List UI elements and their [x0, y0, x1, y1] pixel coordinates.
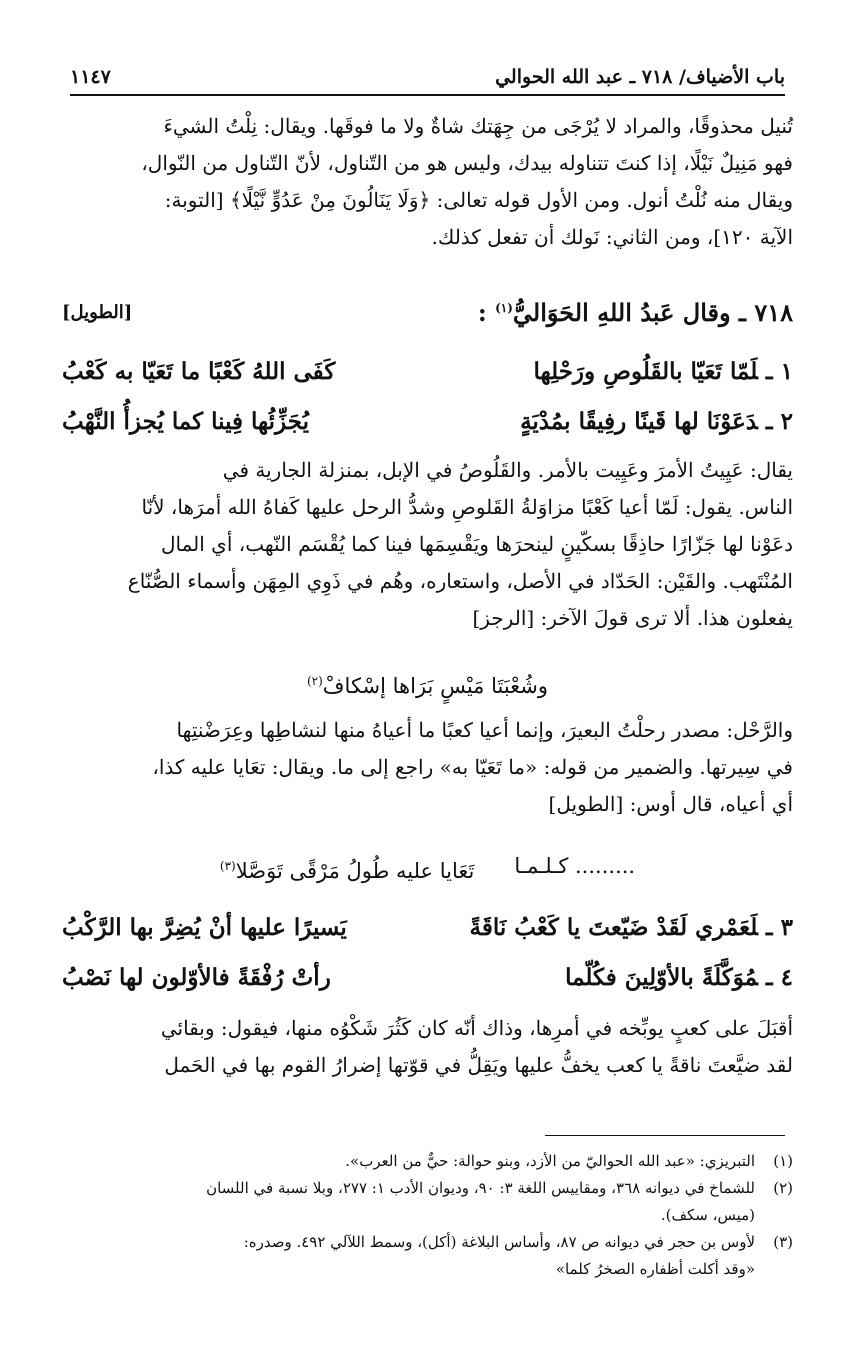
poem-heading	[62, 290, 793, 334]
text-line: المُنْتَهب. والقَيْن: الحَدّاد في الأصل، واستعاره، وهُم في ذَوِي المِهَن وأسماء الصُّنّاع	[127, 569, 793, 593]
text-line: ويقال منه نُلْتُ أنول. ومن الأول قوله تعالى: ﴿وَلَا يَنَالُونَ مِنْ عَدُوٍّ نَّيْلًا﴾ [التوبة:	[164, 188, 793, 212]
text-line: لقد ضيَّعتَ ناقةً يا كعب يخفُّ عليها ويَقِلُّ في قوّتها إضرارُ القوم بها في الحَمل	[164, 1053, 793, 1077]
quoted-verse-text: وشُعْبَتَا مَيْسٍ بَرَاها إسْكافْ	[322, 674, 549, 698]
poem-title-text: ٧١٨ ـ وقال عَبدُ اللهِ الحَوَاليُّ	[512, 297, 793, 327]
verse-line	[62, 346, 793, 396]
verse-second-hemistich: يُجَزِّئُها فِينا كما يُجزأُ النَّهْبُ	[62, 407, 309, 435]
intro-paragraph	[62, 108, 793, 256]
verse-number: ٢ ـ	[765, 407, 793, 435]
verse-second-hemistich: يَسيرًا عليها أنْ يُضِرَّ بها الرَّكْبُ	[62, 913, 347, 941]
footnote-number: (١)	[773, 1152, 793, 1170]
quoted-verse	[62, 845, 793, 887]
quoted-verse	[62, 660, 793, 702]
verse-number: ٤ ـ	[765, 963, 793, 991]
footnote-number: (٣)	[773, 1233, 793, 1251]
text-line: الناس. يقول: لَمّا أعيا كَعْبًا مزاوَلةُ القَلوصِ وشدُّ الرحل عليها كَفاهُ الله أمرَها، لأنّا	[141, 495, 793, 519]
footnote-continuation: «وقد أكلت أظفاره الصخرُ كلما»	[555, 1260, 755, 1278]
verse-line	[62, 396, 793, 446]
text-line: في سِيرتها. والضمير من قوله: «ما تَعَيّا به» راجع إلى ما. ويقال: تعَايا عليه كذا،	[152, 755, 793, 779]
commentary-paragraph	[62, 1010, 793, 1084]
verse-second-hemistich: رأتْ رُفْقَةً فالأوّلون لها نَصْبُ	[62, 963, 331, 991]
text-line: أي أعياه، قال أوس: [الطويل]	[548, 792, 793, 816]
poem-title-colon: :	[477, 297, 487, 327]
footnote	[62, 1175, 793, 1202]
commentary-paragraph	[62, 452, 793, 637]
running-header	[70, 58, 785, 88]
verses-group-b	[62, 902, 793, 1002]
header-title: باب الأضياف/ ٧١٨ ـ عبد الله الحوالي	[495, 66, 785, 88]
verse-line	[62, 952, 793, 1002]
footnote-text: لأوس بن حجر في ديوانه ص ٨٧، وأساس البلاغة (أكل)، وسمط اللآلي ٤٩٢. وصدره:	[243, 1233, 755, 1251]
quoted-verse-first: ......... كـلـمـا	[514, 854, 636, 878]
footnote	[62, 1148, 793, 1175]
verse-number: ٣ ـ	[765, 913, 793, 941]
footnote-continuation: (ميس، سكف).	[660, 1206, 755, 1224]
verse-line	[62, 902, 793, 952]
text-line: يقال: عَيِيتُ الأمرَ وعَيِيت بالأمر. والقَلُوصُ في الإبل، بمنزلة الجارية في	[222, 458, 793, 482]
quoted-verse-second: تَعَايا عليه طُولُ مَرْقًى تَوَصَّلا	[235, 859, 475, 883]
text-line: دعَوْنا لها جَزّارًا حاذِقًا بسكّينٍ لينحرَها ويَقْسِمَها فينا كما يُقْسَم النّهب، أي المال	[160, 532, 793, 556]
verse-first-hemistich: دَعَوْنَا لها قَينًا رفِيقًا بمُدْيَةٍ	[520, 407, 758, 435]
footnote-number: (٢)	[773, 1179, 793, 1197]
commentary-paragraph	[62, 712, 793, 823]
page-number: ١١٤٧	[70, 66, 111, 88]
header-divider	[70, 94, 785, 96]
verse-number: ١ ـ	[765, 357, 793, 385]
footnote-mark: (٢)	[306, 674, 323, 688]
poem-title	[478, 298, 793, 327]
verse-first-hemistich: مُوَكَّلَةً بالأوّلِينَ فكُلّما	[565, 963, 758, 991]
footnote-mark: (١)	[495, 300, 513, 315]
verses-group-a	[62, 346, 793, 446]
footnote-mark: (٣)	[219, 859, 236, 873]
footnote-text: للشماخ في ديوانه ٣٦٨، ومقاييس اللغة ٣: ٩٠، وديوان الأدب ١: ٢٧٧، وبلا نسبة في اللسان	[206, 1179, 755, 1197]
text-line: أقبَلَ على كعبٍ يوبِّخه في أمرِها، وذاك أنّه كان كَثُرَ شَكْوُه منها، فيقول: وبقائي	[160, 1016, 793, 1040]
text-line: تُنيل محذوقًا، والمراد لا يُرْجَى من جِهَتك شاةٌ ولا ما فوقَها. ويقال: نِلْتُ الشيءَ	[163, 114, 793, 138]
footnotes	[62, 1148, 793, 1283]
footnote	[62, 1229, 793, 1256]
footnote-divider	[545, 1135, 785, 1136]
text-line: والرَّحْل: مصدر رحلْتُ البعيرَ، وإنما أعيا كعبًا ما أعياهُ منها لنشاطِها وعِرَضْنتِها	[176, 718, 793, 742]
footnote-text: التبريزي: «عبد الله الحواليّ من الأزد، وبنو حوالة: حيٌّ من العرب».	[345, 1152, 755, 1170]
text-line: فهو مَنِيلٌ نَيْلًا، إذا كنتَ تتناوله بيدك، وليس هو من التّناول، لأنّ التّناول من النّوال،	[141, 151, 793, 175]
text-line: الآية ١٢٠]، ومن الثاني: نَولك أن تفعل كذلك.	[431, 225, 793, 249]
verse-second-hemistich: كَفَى اللهُ كَعْبًا ما تَعَيّا به كَعْبُ	[62, 357, 336, 385]
verse-first-hemistich: لَعَمْري لَقَدْ ضَيّعتَ يا كَعْبُ نَاقَةً	[469, 913, 758, 941]
text-line: يفعلون هذا. ألا ترى قولَ الآخر: [الرجز]	[472, 606, 793, 630]
meter-label: [الطويل]	[62, 301, 133, 323]
verse-first-hemistich: لَمّا تَعَيّا بالقَلُوصِ ورَحْلِها	[533, 357, 758, 385]
